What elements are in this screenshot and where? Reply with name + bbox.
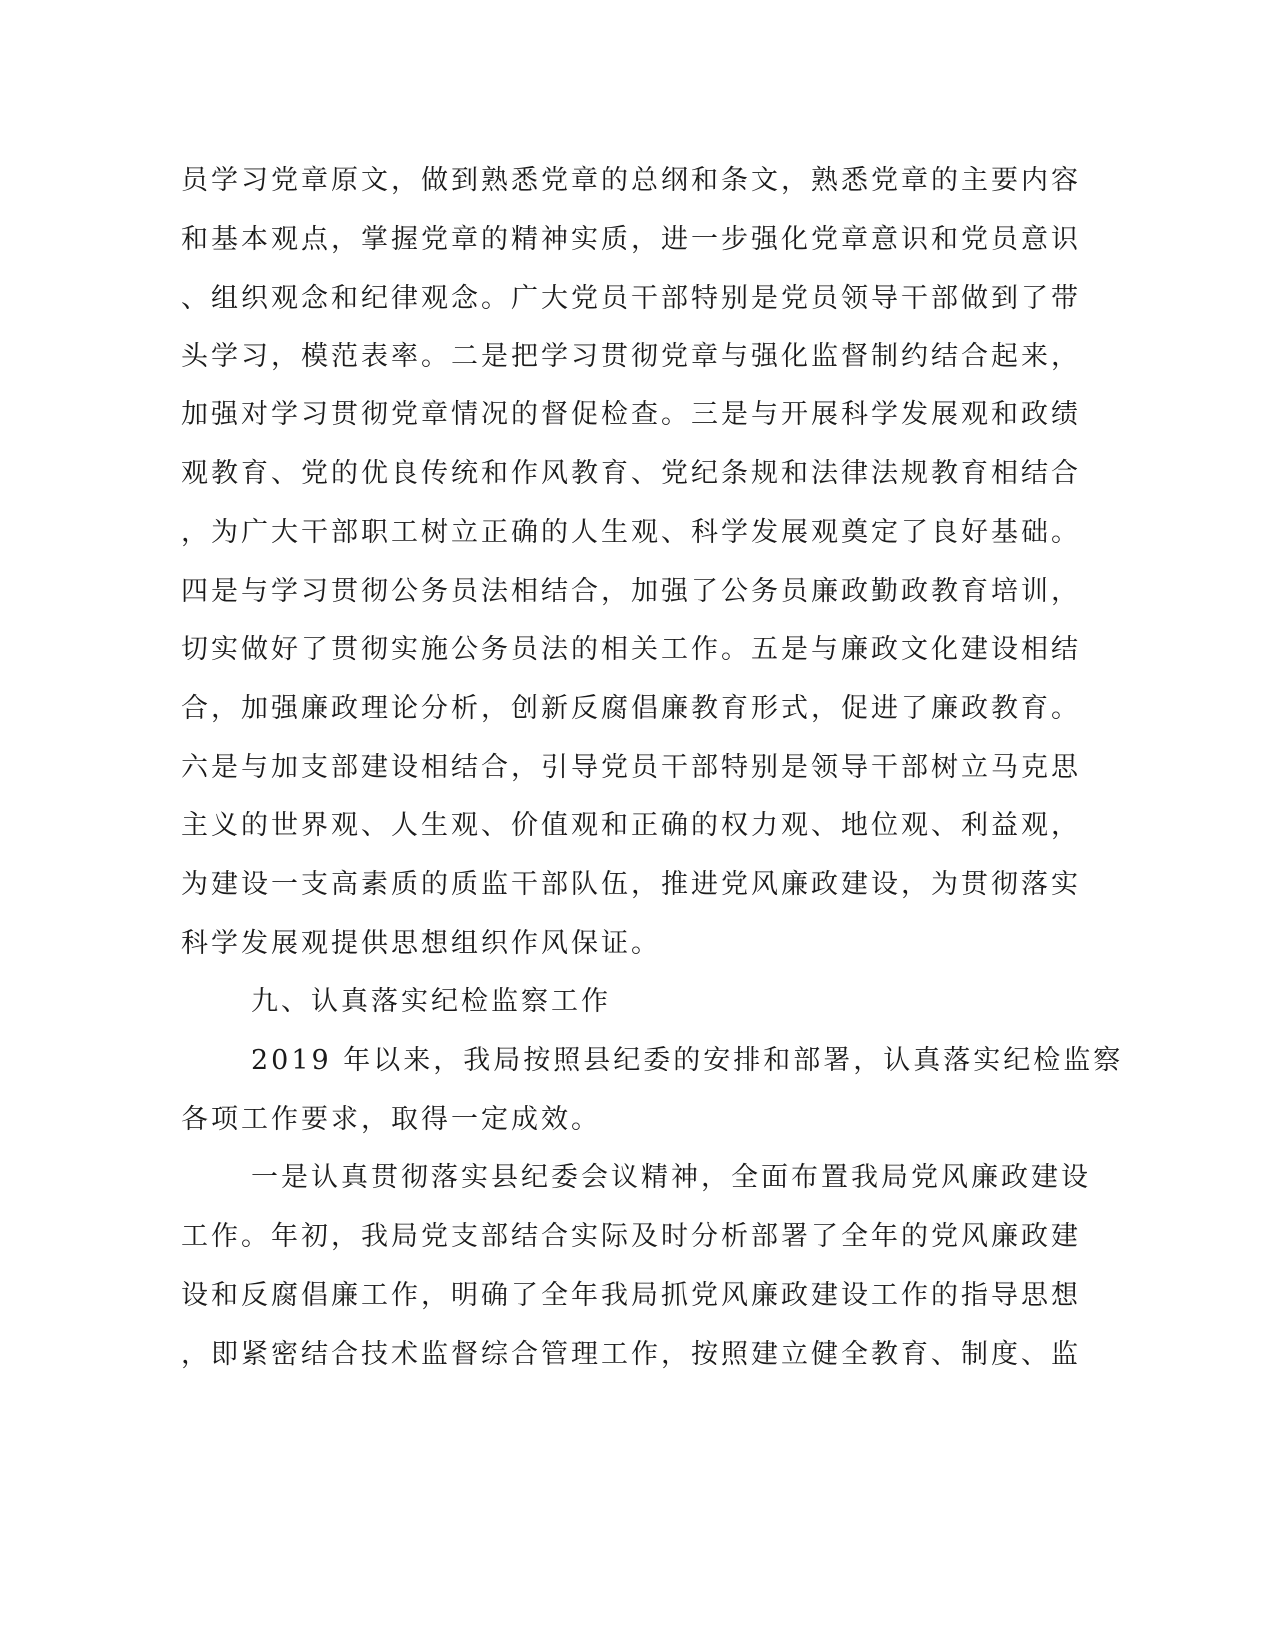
text-line: ，即紧密结合技术监督综合管理工作，按照建立健全教育、制度、监 [181, 1339, 1081, 1370]
text-line: 科学发展观提供思想组织作风保证。 [181, 928, 661, 959]
text-line: ，为广大干部职工树立正确的人生观、科学发展观奠定了良好基础。 [181, 517, 1081, 548]
text-line: 设和反腐倡廉工作，明确了全年我局抓党风廉政建设工作的指导思想 [181, 1280, 1081, 1311]
text-line: 员学习党章原文，做到熟悉党章的总纲和条文，熟悉党章的主要内容 [181, 165, 1081, 196]
text-line: 主义的世界观、人生观、价值观和正确的权力观、地位观、利益观， [181, 810, 1081, 841]
text-line: 头学习，模范表率。二是把学习贯彻党章与强化监督制约结合起来， [181, 341, 1081, 372]
text-line: 四是与学习贯彻公务员法相结合，加强了公务员廉政勤政教育培训， [181, 576, 1081, 607]
text-line: 加强对学习贯彻党章情况的督促检查。三是与开展科学发展观和政绩 [181, 399, 1081, 430]
text-line: 各项工作要求，取得一定成效。 [181, 1104, 601, 1135]
paragraph-start: 2019 年以来，我局按照县纪委的安排和部署，认真落实纪检监察 [251, 1045, 1124, 1076]
text-line: 为建设一支高素质的质监干部队伍，推进党风廉政建设，为贯彻落实 [181, 869, 1081, 900]
paragraph-start: 一是认真贯彻落实县纪委会议精神，全面布置我局党风廉政建设 [251, 1162, 1091, 1193]
text-line: 观教育、党的优良传统和作风教育、党纪条规和法律法规教育相结合 [181, 458, 1081, 489]
text-line: 合，加强廉政理论分析，创新反腐倡廉教育形式，促进了廉政教育。 [181, 693, 1081, 724]
text-line: 工作。年初，我局党支部结合实际及时分析部署了全年的党风廉政建 [181, 1221, 1081, 1252]
text-line: 、组织观念和纪律观念。广大党员干部特别是党员领导干部做到了带 [181, 283, 1081, 314]
text-line: 切实做好了贯彻实施公务员法的相关工作。五是与廉政文化建设相结 [181, 634, 1081, 665]
text-line: 和基本观点，掌握党章的精神实质，进一步强化党章意识和党员意识 [181, 224, 1081, 255]
section-heading: 九、认真落实纪检监察工作 [251, 986, 611, 1017]
text-line: 六是与加支部建设相结合，引导党员干部特别是领导干部树立马克思 [181, 752, 1081, 783]
